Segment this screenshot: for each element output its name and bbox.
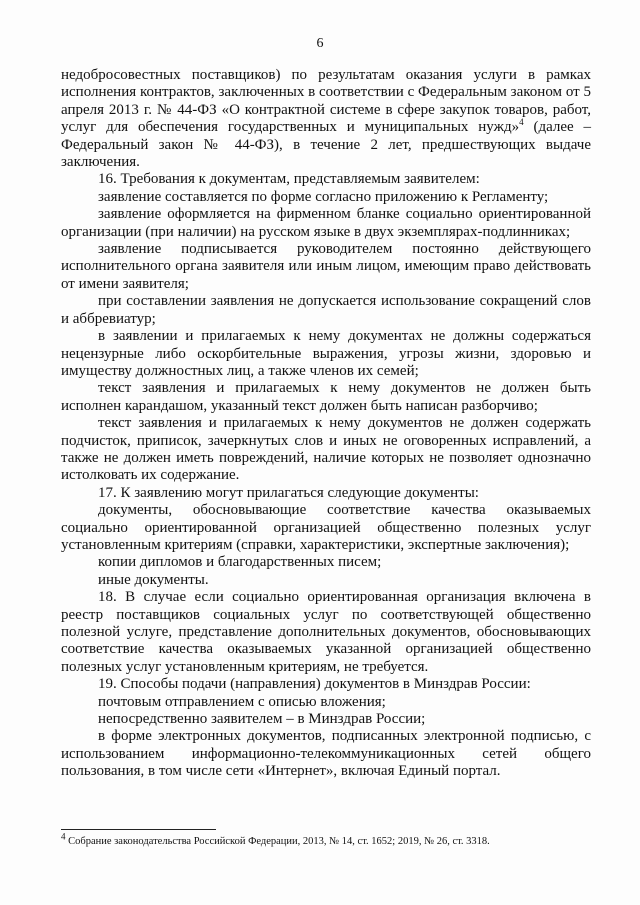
paragraph: почтовым отправлением с описью вложения; bbox=[98, 693, 386, 710]
paragraph: копии дипломов и благодарственных писем; bbox=[98, 554, 382, 571]
footnote-separator bbox=[61, 829, 216, 830]
paragraph: текст заявления и прилагаемых к нему документов не должен быть исполнен карандашом, указанный текст должен быть написан разборчиво; bbox=[61, 380, 591, 414]
section-19-heading: 19. Способы подачи (направления) документов в Минздрав России: bbox=[98, 676, 531, 693]
paragraph: иные документы. bbox=[98, 571, 209, 588]
footnote-text: Собрание законодательства Российской Федерации, 2013, № 14, ст. 1652; 2019, № 26, ст. 3318. bbox=[65, 836, 490, 847]
paragraph: документы, обосновывающие соответствие качества оказываемых социально ориентированной организацией общественно полезных услуг установленным критериям (справки, характеристики, экспертные заключения); bbox=[61, 502, 591, 553]
paragraph: заявление подписывается руководителем постоянно действующего исполнительного органа заявителя или иным лицом, имеющим право действовать от имени заявителя; bbox=[61, 241, 591, 292]
paragraph-text: недобросовестных поставщиков) по результатам оказания услуги в рамках исполнения контрактов, заключенных в соответствии с Федеральным законом от 5 апреля 2013 г. № 44-ФЗ «О контрактной системе в сфере закупок товаров, работ, услуг для обеспечения государственных и муниципальных нужд» bbox=[61, 67, 591, 136]
footnote-reference: 4 bbox=[519, 117, 524, 128]
section-18-paragraph: 18. В случае если социально ориентированная организация включена в реестр поставщиков социальных услуг по соответствующей общественно полезной услуге, представление дополнительных документов, обосновывающих соответствие качества оказываемых указанной организацией общественно полезных услуг установленным критериям, не требуется. bbox=[61, 589, 591, 675]
section-16-heading: 16. Требования к документам, представляемым заявителем: bbox=[98, 171, 480, 188]
paragraph: непосредственно заявителем – в Минздрав России; bbox=[98, 711, 426, 728]
footnote bbox=[61, 831, 591, 848]
page-number: 6 bbox=[316, 36, 324, 51]
body-text bbox=[61, 67, 591, 781]
paragraph: заявление составляется по форме согласно приложению к Регламенту; bbox=[98, 188, 549, 205]
paragraph-continuation bbox=[61, 67, 591, 171]
paragraph: текст заявления и прилагаемых к нему документов не должен содержать подчисток, приписок, зачеркнутых слов и иных не оговоренных исправлений, а также не должен иметь повреждений, наличие которых не позволяет однозначно истолковать их содержание. bbox=[61, 415, 591, 484]
paragraph: в форме электронных документов, подписанных электронной подписью, с использованием информационно-телекоммуникационных сетей общего пользования, в том числе сети «Интернет», включая Единый портал. bbox=[61, 728, 591, 780]
paragraph: заявление оформляется на фирменном бланке социально ориентированной организации (при наличии) на русском языке в двух экземплярах-подлинниках; bbox=[61, 206, 591, 240]
paragraph: в заявлении и прилагаемых к нему документах не должны содержаться нецензурные либо оскорбительные выражения, угрозы жизни, здоровью и имуществу должностных лиц, а также членов их семей; bbox=[61, 328, 591, 379]
footnote-marker: 4 bbox=[61, 831, 66, 842]
paragraph-text: (далее – Федеральный закон № 44-ФЗ), в течение 2 лет, предшествующих выдаче заключения. bbox=[61, 119, 592, 171]
paragraph: при составлении заявления не допускается использование сокращений слов и аббревиатур; bbox=[61, 293, 591, 327]
section-17-heading: 17. К заявлению могут прилагаться следующие документы: bbox=[98, 484, 479, 501]
